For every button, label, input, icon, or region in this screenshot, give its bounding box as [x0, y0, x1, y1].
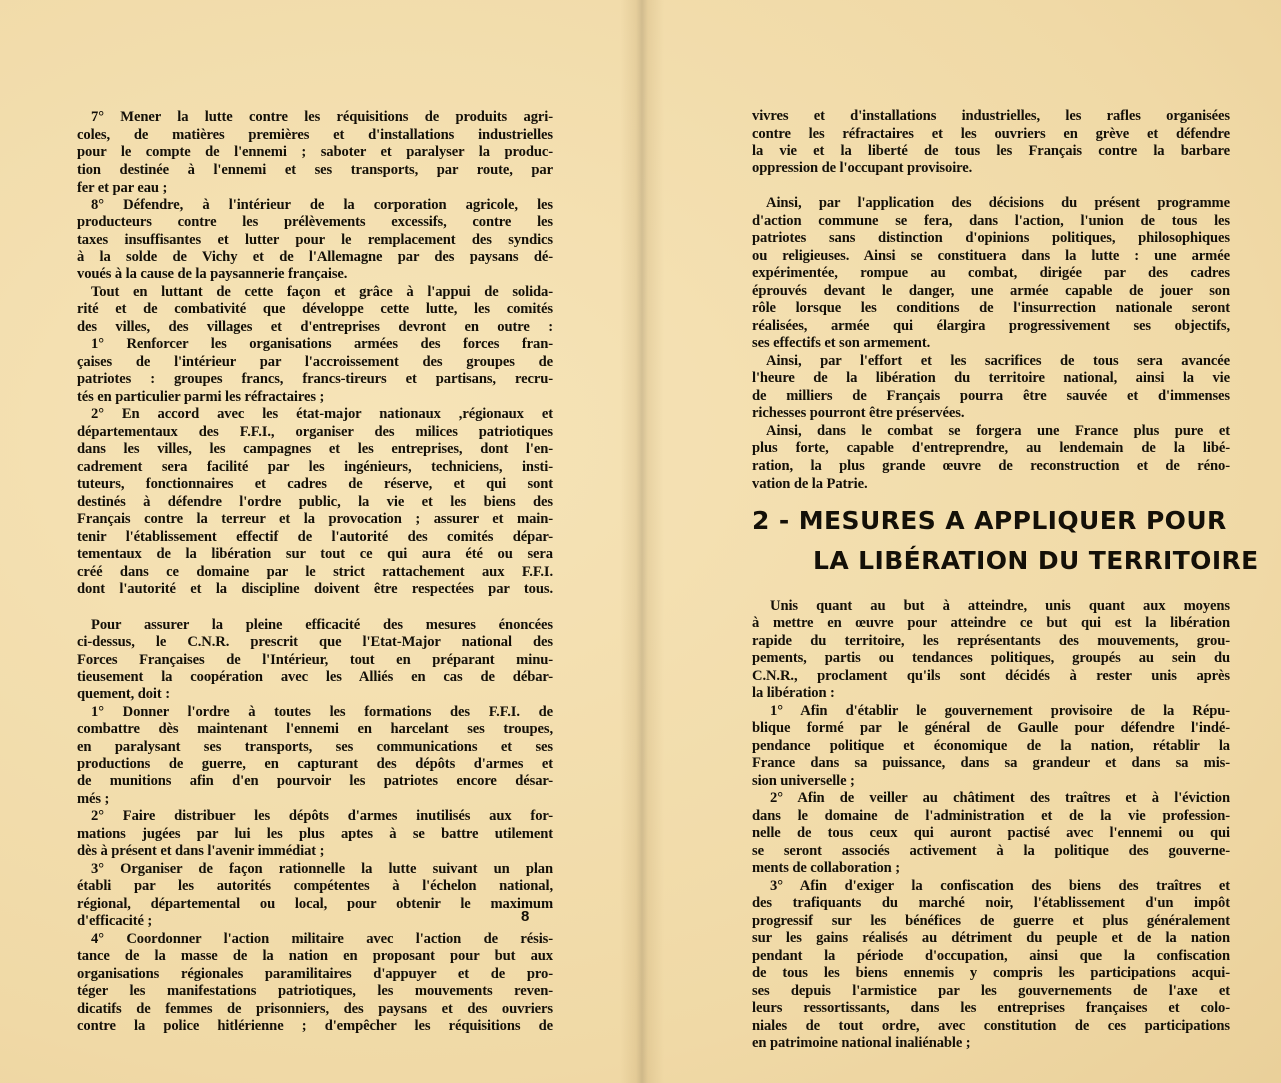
- left-page-text-line: més ;: [77, 791, 110, 807]
- section-heading-line-2: LA LIBÉRATION DU TERRITOIRE: [813, 546, 1259, 575]
- left-page-text-line: ci-dessus, le C.N.R. prescrit que l'Etat-Major national des: [77, 634, 553, 650]
- left-page-text-line: de munitions afin d'en pourvoir les patriotes encore désar-: [77, 773, 553, 789]
- left-page-text-line: voués à la cause de la paysannerie française.: [77, 266, 348, 282]
- left-page-text-line: tance de la masse de la nation en proposant pour but aux: [77, 948, 553, 964]
- right-page-section-text-line: sur les gains réalisés au détriment du peuple et de la nation: [752, 930, 1230, 946]
- page-number: 8: [521, 908, 530, 925]
- right-page-section-text-line: C.N.R., proclament qu'ils sont décidés à rester unis après: [752, 668, 1230, 684]
- left-page-text-line: Français contre la terreur et la provocation ; assurer et main-: [77, 511, 553, 527]
- right-page-text-line: oppression de l'occupant provisoire.: [752, 160, 973, 176]
- left-page-text-line: 2° Faire distribuer les dépôts d'armes inutilisés aux for-: [91, 808, 553, 824]
- left-page-text-line: tion destinée à l'ennemi et ses transports, par route, par: [77, 162, 553, 178]
- left-page-text-line: 3° Organiser de façon rationnelle la lutte suivant un plan: [91, 861, 553, 877]
- left-page-text-line: rité et de combativité que développe cette lutte, les comités: [77, 301, 553, 317]
- right-page-text-line: expérimentée, rompue au combat, dirigée par des cadres: [752, 265, 1230, 281]
- left-page-text-line: 1° Donner l'ordre à toutes les formations des F.F.I. de: [91, 704, 553, 720]
- left-page-text-line: téger les manifestations patriotiques, les mouvements reven-: [77, 983, 553, 999]
- right-page-text-line: Ainsi, dans le combat se forgera une France plus pure et: [766, 423, 1230, 439]
- left-page-text-line: départementaux des F.F.I., organiser des milices patriotiques: [77, 424, 553, 440]
- right-page-text-line: Ainsi, par l'application des décisions du présent programme: [766, 195, 1230, 211]
- right-page-section-text-line: niales de tout ordre, avec constitution de ces participations: [752, 1018, 1230, 1034]
- left-page-text-line: dicatifs de femmes de prisonniers, des paysans et des ouvriers: [77, 1001, 553, 1017]
- right-page-section-text-line: des trafiquants du marché noir, l'établissement d'un impôt: [752, 895, 1230, 911]
- right-page-text-line: richesses pourront être préservées.: [752, 405, 965, 421]
- left-page-text-line: organisations régionales paramilitaires d'appuyer et de pro-: [77, 966, 553, 982]
- left-page-text-line: tuteurs, fonctionnaires et cadres de réserve, et qui sont: [77, 476, 553, 492]
- left-page-text-line: mations jugées par lui les plus aptes à se battre utilement: [77, 826, 553, 842]
- left-page-text-line: productions de guerre, en capturant des dépôts d'armes et: [77, 756, 553, 772]
- right-page-section-text-line: se seront associés activement à la politique des gouverne-: [752, 843, 1230, 859]
- left-page-text-line: 7° Mener la lutte contre les réquisitions de produits agri-: [91, 109, 553, 125]
- left-page-text-line: quement, doit :: [77, 686, 170, 702]
- right-page-text-line: ration, la plus grande œuvre de reconstruction et de réno-: [752, 458, 1230, 474]
- left-page-text-line: 4° Coordonner l'action militaire avec l'action de résis-: [91, 931, 553, 947]
- left-page-text-line: dans les villes, les campagnes et les entreprises, dont l'en-: [77, 441, 553, 457]
- left-page-text-line: tenir l'établissement effectif de l'autorité des comités dépar-: [77, 529, 553, 545]
- right-page-section-text-line: en patrimoine national inaliénable ;: [752, 1035, 971, 1051]
- left-page-text-line: destinés à défendre l'ordre public, la vie et les biens des: [77, 494, 553, 510]
- right-page-section-text-line: leurs ressortissants, dans les entreprises françaises et colo-: [752, 1000, 1230, 1016]
- left-page-text-line: combattre dès maintenant l'ennemi en harcelant ses troupes,: [77, 721, 553, 737]
- right-page-text-line: ou religieuses. Ainsi se constituera dans la lutte : une armée: [752, 248, 1230, 264]
- right-page-text-line: éprouvés devant le danger, une armée capable de jouer son: [752, 283, 1230, 299]
- left-page-text-line: 2° En accord avec les état-major nationaux ,régionaux et: [91, 406, 553, 422]
- left-page-text-line: Forces Françaises de l'Intérieur, tout en préparant minu-: [77, 652, 553, 668]
- left-page-text-line: taxes insuffisantes et lutter pour le remplacement des syndics: [77, 232, 553, 248]
- right-page-text-line: l'heure de la libération du territoire national, ainsi la vie: [752, 370, 1230, 386]
- right-page-text-line: contre les réfractaires et les ouvriers en grève et défendre: [752, 126, 1230, 142]
- left-page-text-line: tieusement la coopération avec les Alliés en cas de débar-: [77, 669, 553, 685]
- right-page-section-text-line: progressif sur les bénéfices de guerre et plus généralement: [752, 913, 1230, 929]
- left-page-text-line: coles, de matières premières et d'installations industrielles: [77, 127, 553, 143]
- right-page-section-text-line: sion universelle ;: [752, 773, 855, 789]
- right-page-section-text-line: la libération :: [752, 685, 835, 701]
- right-page-text-line: rôle lorsque les conditions de l'insurrection nationale seront: [752, 300, 1230, 316]
- right-page-text-line: plus forte, capable d'entreprendre, au lendemain de la libé-: [752, 440, 1230, 456]
- left-page-text-line: pour le compte de l'ennemi ; saboter et paralyser la produc-: [77, 144, 553, 160]
- right-page-section-text-line: dans le domaine de l'administration et de la vie profession-: [752, 808, 1230, 824]
- right-page-section-text-line: 3° Afin d'exiger la confiscation des biens des traîtres et: [770, 878, 1230, 894]
- left-page-text-line: cadrement sera facilité par les ingénieurs, techniciens, insti-: [77, 459, 553, 475]
- left-page-text-line: des villes, des villages et d'entreprises devront en outre :: [77, 319, 553, 335]
- right-page-text-line: la vie et la liberté de tous les Français contre la barbare: [752, 143, 1230, 159]
- left-page-text-line: producteurs contre les prélèvements excessifs, contre les: [77, 214, 553, 230]
- left-page-text-line: tés en particulier parmi les réfractaires ;: [77, 389, 325, 405]
- left-page-text-line: Tout en luttant de cette façon et grâce à l'appui de solida-: [91, 284, 553, 300]
- right-page-section-text-line: de tous les biens ennemis y compris les participations acqui-: [752, 965, 1230, 981]
- right-page-section-text-line: ses depuis l'armistice par les gouvernements de l'axe et: [752, 983, 1230, 999]
- left-page-text-line: tementaux de la libération sur tout ce qui aura été ou sera: [77, 546, 553, 562]
- left-page-text-line: établi par les autorités compétentes à l'échelon national,: [77, 878, 553, 894]
- left-page-text-line: çaises de l'intérieur par l'accroissement des groupes de: [77, 354, 553, 370]
- right-page-text-line: patriotes sans distinction d'opinions politiques, philosophiques: [752, 230, 1230, 246]
- left-page-text-line: contre la police hitlérienne ; d'empêcher les réquisitions de: [77, 1018, 553, 1034]
- right-page-text-line: ses effectifs et son armement.: [752, 335, 931, 351]
- left-page-text-line: régional, départemental ou local, pour obtenir le maximum: [77, 896, 553, 912]
- right-page-text-line: Ainsi, par l'effort et les sacrifices de tous sera avancée: [766, 353, 1230, 369]
- right-page-section-text-line: nelle de tous ceux qui auront pactisé avec l'ennemi ou qui: [752, 825, 1230, 841]
- left-page-text-line: dès à présent et dans l'avenir immédiat ;: [77, 843, 325, 859]
- right-page-section-text-line: rapide du territoire, les représentants des mouvements, grou-: [752, 633, 1230, 649]
- right-page-section-text-line: pendant la période d'occupation, ainsi que la confiscation: [752, 948, 1230, 964]
- right-page-section-text-line: pements, partis ou tendances politiques, groupés au sein du: [752, 650, 1230, 666]
- right-page-section-text-line: blique formé par le général de Gaulle pour défendre l'indé-: [752, 720, 1230, 736]
- left-page-text-line: à la solde de Vichy et de l'Allemagne par des paysans dé-: [77, 249, 553, 265]
- left-page-text-line: 8° Défendre, à l'intérieur de la corporation agricole, les: [91, 197, 553, 213]
- right-page-text-line: de milliers de Français pourra être sauvée et d'immenses: [752, 388, 1230, 404]
- left-page-text-line: créé dans ce domaine par le strict rattachement aux F.F.I.: [77, 564, 553, 580]
- right-page-text-line: vivres et d'installations industrielles, les rafles organisées: [752, 108, 1230, 124]
- right-page-section-text-line: France dans sa puissance, dans sa grandeur et dans sa mis-: [752, 755, 1230, 771]
- right-page-section-text-line: 1° Afin d'établir le gouvernement provisoire de la Répu-: [770, 703, 1230, 719]
- right-page-section-text-line: pendance politique et économique de la nation, rétablir la: [752, 738, 1230, 754]
- left-page-text-line: Pour assurer la pleine efficacité des mesures énoncées: [91, 617, 553, 633]
- left-page-text-line: 1° Renforcer les organisations armées des forces fran-: [91, 336, 553, 352]
- right-page-text-line: vation de la Patrie.: [752, 476, 868, 492]
- left-page-text-line: en paralysant ses transports, ses communications et ses: [77, 739, 553, 755]
- right-page-text-line: d'action commune se fera, dans l'action, l'union de tous les: [752, 213, 1230, 229]
- left-page-text-line: patriotes : groupes francs, francs-tireurs et partisans, recru-: [77, 371, 553, 387]
- right-page-section-text-line: 2° Afin de veiller au châtiment des traîtres et à l'éviction: [770, 790, 1230, 806]
- right-page-text-line: réalisées, armée qui élargira progressivement ses objectifs,: [752, 318, 1230, 334]
- right-page-section-text-line: ments de collaboration ;: [752, 860, 900, 876]
- right-page-section-text-line: Unis quant au but à atteindre, unis quant aux moyens: [770, 598, 1230, 614]
- left-page-text-line: fer et par eau ;: [77, 180, 168, 196]
- section-heading-line-1: 2 - MESURES A APPLIQUER POUR: [752, 506, 1227, 535]
- right-page-section-text-line: à mettre en œuvre pour atteindre ce but qui est la libération: [752, 615, 1230, 631]
- left-page-text-line: d'efficacité ;: [77, 913, 153, 929]
- left-page-text-line: dont l'autorité et la discipline doivent être respectées par tous.: [77, 581, 553, 597]
